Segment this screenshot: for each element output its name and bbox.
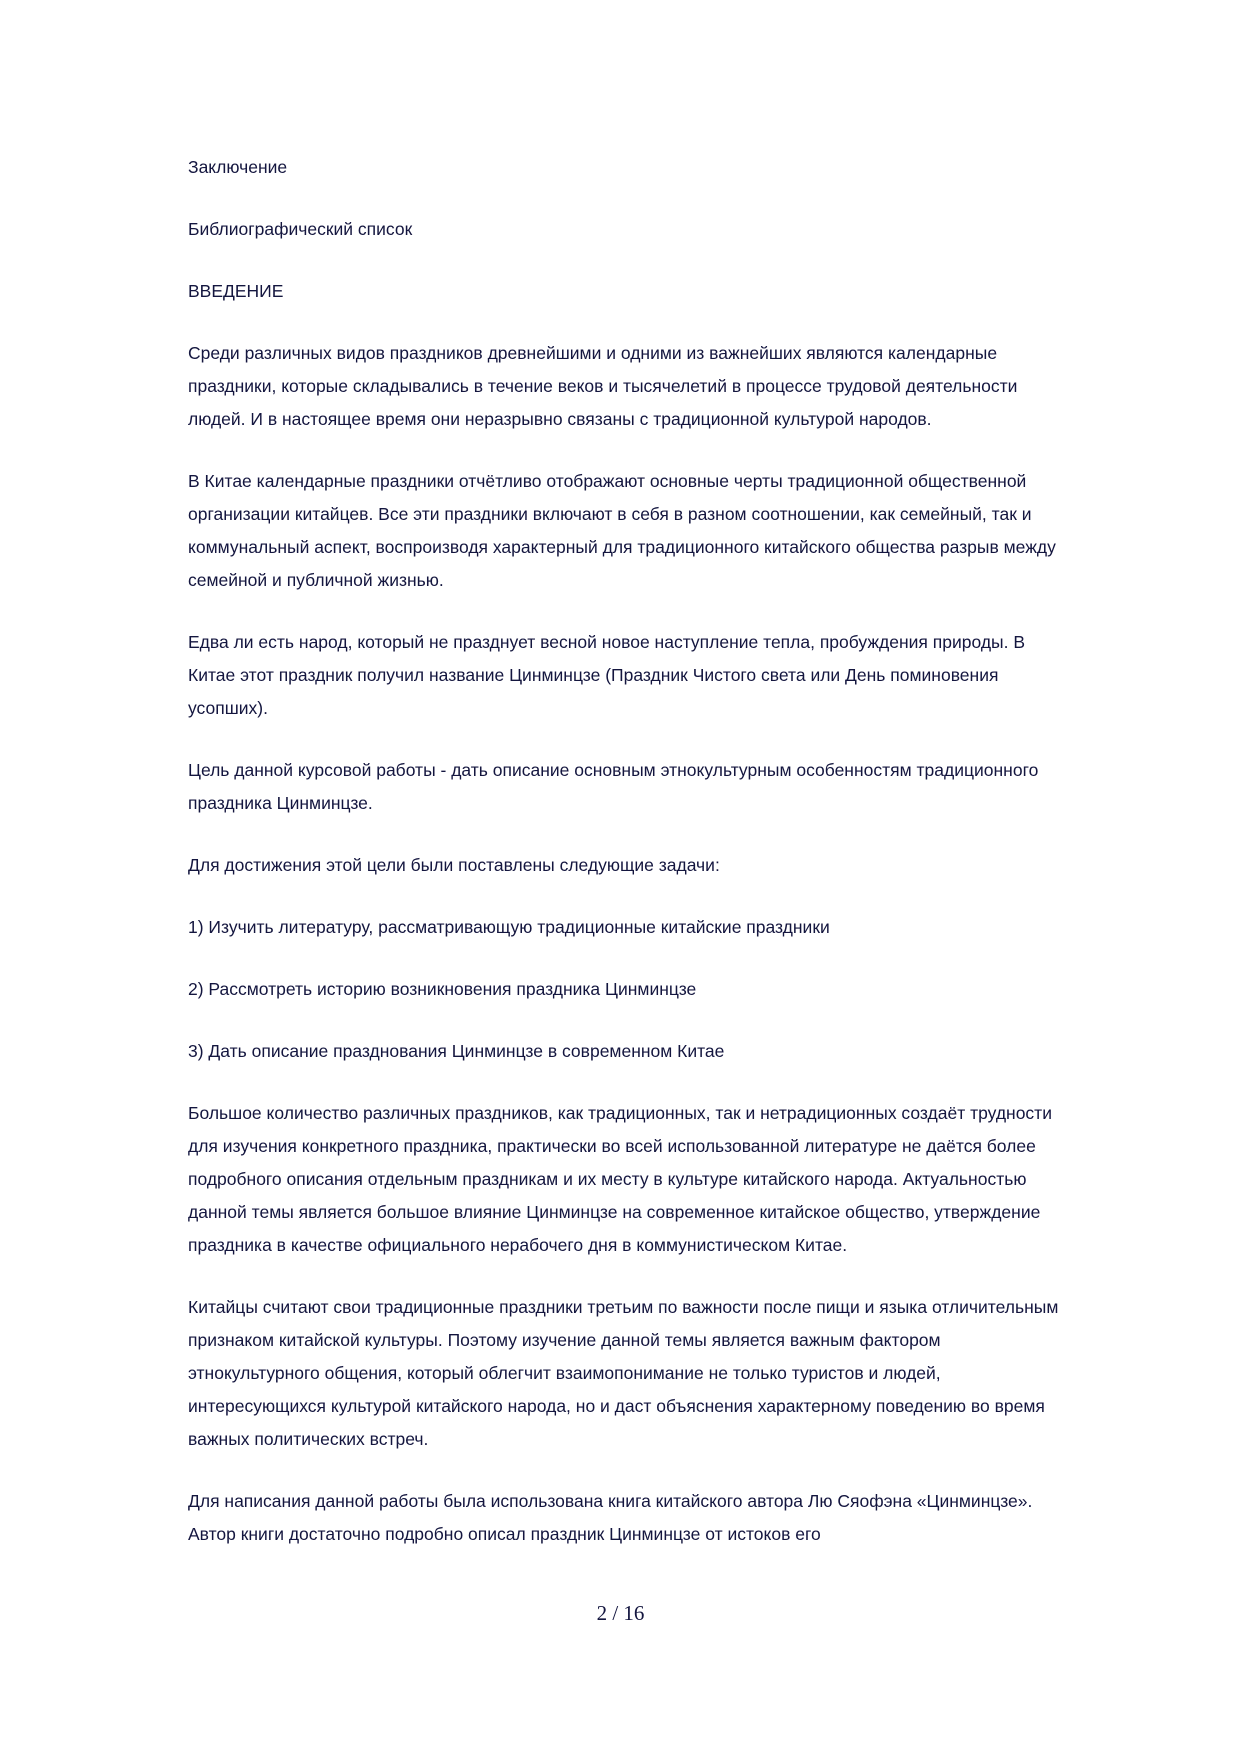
toc-item-bibliography: Библиографический список <box>188 219 413 239</box>
task-item: 2) Рассмотреть историю возникновения праздника Цинминцзе <box>188 979 697 999</box>
page-content <box>188 151 1068 1580</box>
paragraph: Для достижения этой цели были поставлены следующие задачи: <box>188 855 720 875</box>
paragraph: В Китае календарные праздники отчётливо отображают основные черты традиционной общественной организации китайцев. Все эти праздники включают в себя в разном соотношении, как семейный, так и коммунальный аспект, воспроизводя характерный для традиционного китайского общества разрыв между семейной и публичной жизнью. <box>188 471 1056 590</box>
toc-item-conclusion: Заключение <box>188 157 288 177</box>
paragraph: Для написания данной работы была использована книга китайского автора Лю Сяофэна «Цинминцзе». Автор книги достаточно подробно описал праздник Цинминцзе от истоков его <box>188 1491 1033 1544</box>
task-item: 1) Изучить литературу, рассматривающую традиционные китайские праздники <box>188 917 830 937</box>
paragraph: Большое количество различных праздников, как традиционных, так и нетрадиционных создаёт трудности для изучения конкретного праздника, практически во всей использованной литературе не даётся более подробного описания отдельным праздникам и их месту в культуре китайского народа. Актуальностью данной темы является большое влияние Цинминцзе на современное китайское общество, утверждение праздника в качестве официального нерабочего дня в коммунистическом Китае. <box>188 1103 1052 1255</box>
paragraph: Цель данной курсовой работы - дать описание основным этнокультурным особенностям традиционного праздника Цинминцзе. <box>188 760 1039 813</box>
task-item: 3) Дать описание празднования Цинминцзе в современном Китае <box>188 1041 725 1061</box>
paragraph: Едва ли есть народ, который не празднует весной новое наступление тепла, пробуждения природы. В Китае этот праздник получил название Цинминцзе (Праздник Чистого света или День поминовения усопших). <box>188 632 1026 718</box>
paragraph: Среди различных видов праздников древнейшими и одними из важнейших являются календарные праздники, которые складывались в течение веков и тысячелетий в процессе трудовой деятельности людей. И в настоящее время они неразрывно связаны с традиционной культурой народов. <box>188 343 1018 429</box>
paragraph: Китайцы считают свои традиционные праздники третьим по важности после пищи и языка отличительным признаком китайской культуры. Поэтому изучение данной темы является важным фактором этнокультурного общения, который облегчит взаимопонимание не только туристов и людей, интересующихся культурой китайского народа, но и даст объяснения характерному поведению во время важных политических встреч. <box>188 1297 1059 1449</box>
section-title: ВВЕДЕНИЕ <box>188 281 284 301</box>
page-number: 2 / 16 <box>596 1601 645 1625</box>
